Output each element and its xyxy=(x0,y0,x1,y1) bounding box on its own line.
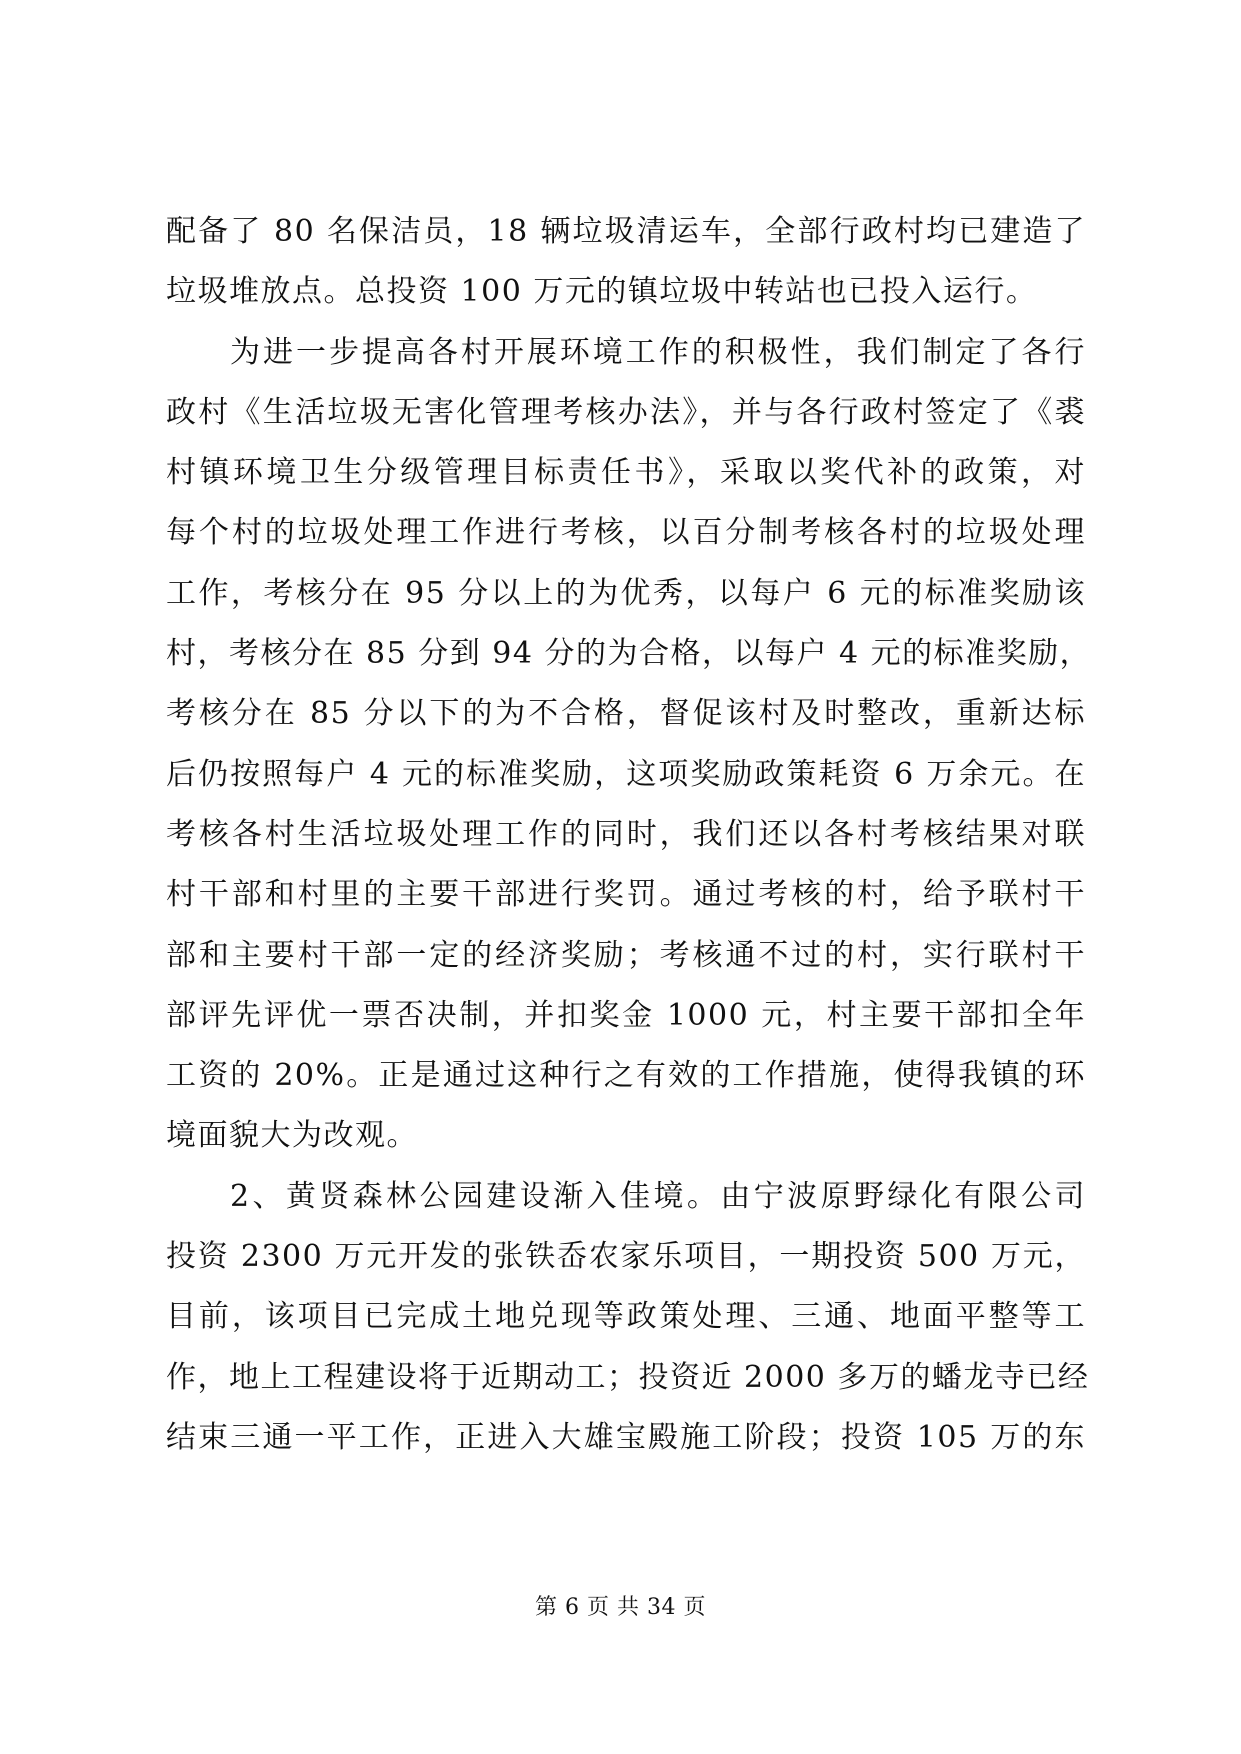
text-line: 后仍按照每户 4 元的标准奖励，这项奖励政策耗资 6 万余元。在 xyxy=(166,756,1086,792)
text-line: 政村《生活垃圾无害化管理考核办法》，并与各行政村签定了《裘 xyxy=(166,394,1086,430)
text-line: 村，考核分在 85 分到 94 分的为合格，以每户 4 元的标准奖励， xyxy=(166,636,1092,672)
text-line: 境面貌大为改观。 xyxy=(166,1118,418,1154)
paragraph-first-line: 2、黄贤森林公园建设渐入佳境。由宁波原野绿化有限公司 xyxy=(230,1178,1086,1214)
text-line: 考核各村生活垃圾处理工作的同时，我们还以各村考核结果对联 xyxy=(166,816,1086,852)
text-line: 投资 2300 万元开发的张铁岙农家乐项目，一期投资 500 万元， xyxy=(166,1239,1086,1275)
text-line: 每个村的垃圾处理工作进行考核，以百分制考核各村的垃圾处理 xyxy=(166,515,1086,551)
text-line: 工作，考核分在 95 分以上的为优秀，以每户 6 元的标准奖励该 xyxy=(166,575,1086,611)
text-line: 目前，该项目已完成土地兑现等政策处理、三通、地面平整等工 xyxy=(166,1299,1086,1335)
text-line: 部和主要村干部一定的经济奖励；考核通不过的村，实行联村干 xyxy=(166,937,1086,973)
body-text xyxy=(166,202,1092,1468)
text-line: 配备了 80 名保洁员，18 辆垃圾清运车，全部行政村均已建造了 xyxy=(166,214,1086,249)
text-line: 垃圾堆放点。总投资 100 万元的镇垃圾中转站也已投入运行。 xyxy=(166,274,1038,310)
text-line: 村干部和村里的主要干部进行奖罚。通过考核的村，给予联村干 xyxy=(166,877,1086,913)
page-footer: 第 6 页 共 34 页 xyxy=(535,1595,706,1620)
text-line: 结束三通一平工作，正进入大雄宝殿施工阶段；投资 105 万的东 xyxy=(166,1419,1086,1455)
text-line: 村镇环境卫生分级管理目标责任书》，采取以奖代补的政策，对 xyxy=(166,455,1086,491)
text-line: 作，地上工程建设将于近期动工；投资近 2000 多万的蟠龙寺已经 xyxy=(166,1359,1090,1395)
text-line: 部评先评优一票否决制，并扣奖金 1000 元，村主要干部扣全年 xyxy=(166,997,1086,1033)
text-line: 工资的 20%。正是通过这种行之有效的工作措施，使得我镇的环 xyxy=(166,1058,1086,1094)
paragraph-first-line: 为进一步提高各村开展环境工作的积极性，我们制定了各行 xyxy=(230,334,1086,370)
text-line: 考核分在 85 分以下的为不合格，督促该村及时整改，重新达标 xyxy=(166,696,1086,732)
